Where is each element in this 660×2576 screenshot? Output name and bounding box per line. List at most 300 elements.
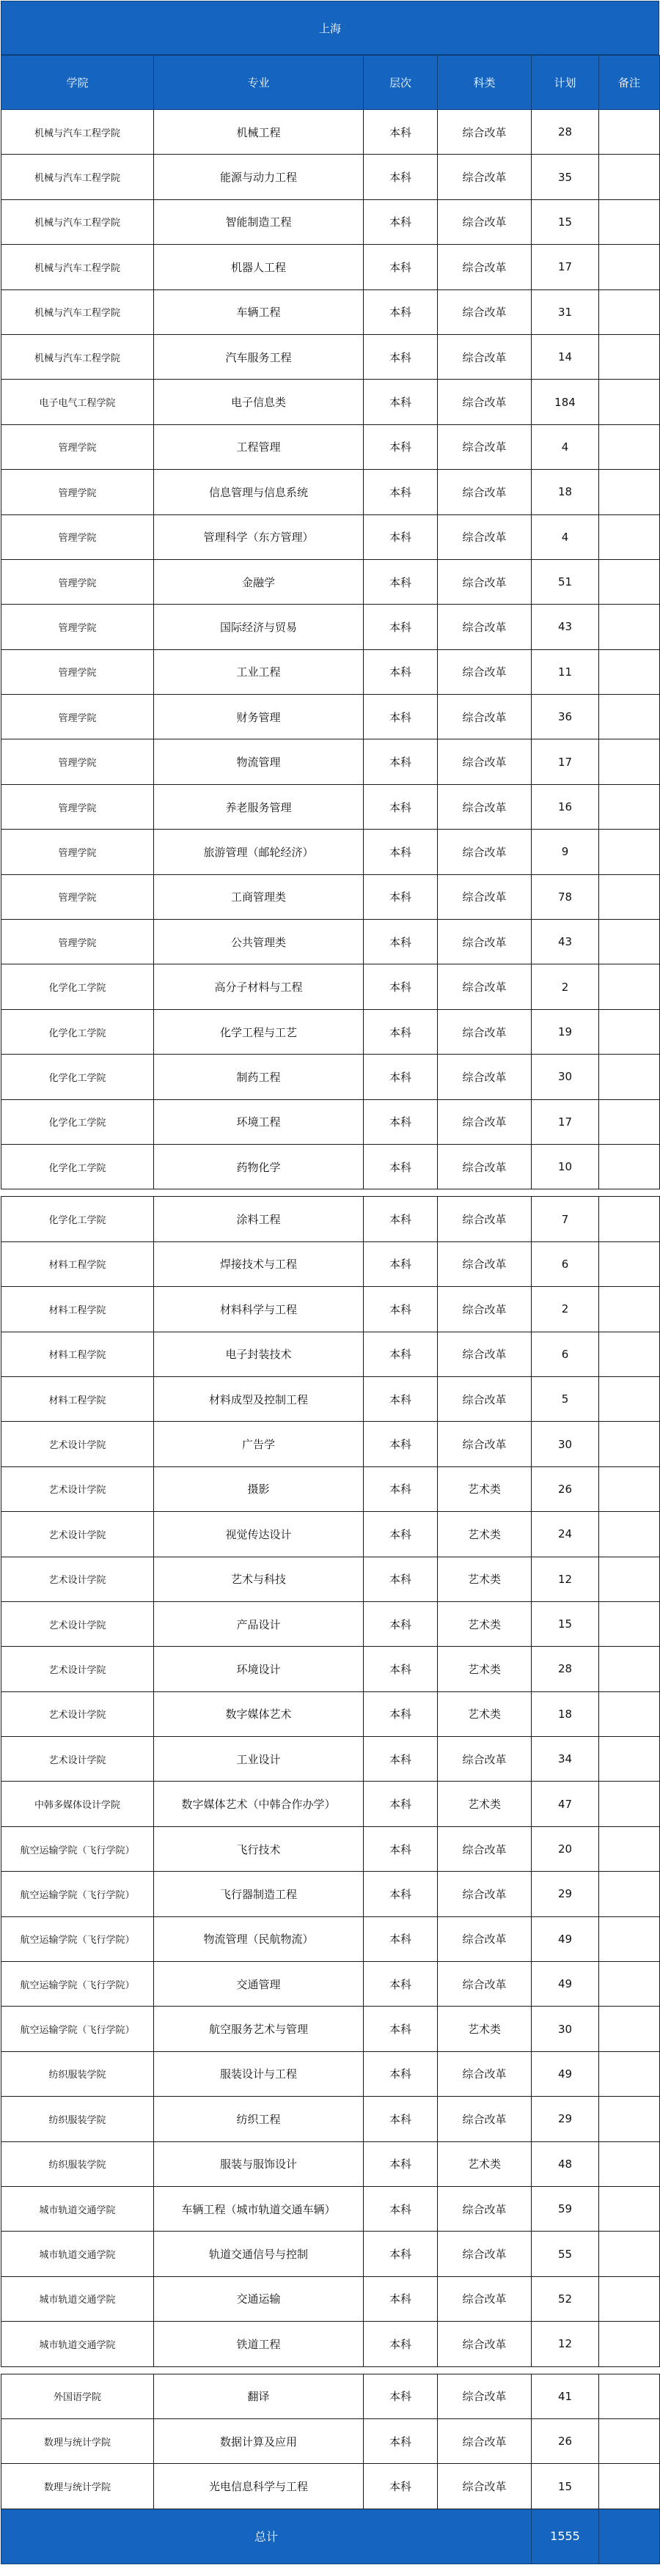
- cell-college: 中韩多媒体设计学院: [1, 1782, 154, 1826]
- table-row: [1, 784, 660, 829]
- table-row: [1, 2374, 660, 2418]
- cell-major: 数据计算及应用: [154, 2418, 364, 2463]
- cell-college: 艺术设计学院: [1, 1647, 154, 1691]
- cell-college: 艺术设计学院: [1, 1466, 154, 1511]
- cell-college: 管理学院: [1, 559, 154, 604]
- header-level: 层次: [364, 56, 438, 110]
- cell-major: 物流管理: [154, 739, 364, 784]
- cell-note: [599, 1557, 660, 1601]
- cell-major: 信息管理与信息系统: [154, 470, 364, 514]
- cell-note: [599, 155, 660, 199]
- cell-category: 综合改革: [438, 1144, 532, 1189]
- table-row: [1, 1601, 660, 1646]
- cell-category: 综合改革: [438, 605, 532, 649]
- cell-college: 材料工程学院: [1, 1332, 154, 1376]
- cell-college: 管理学院: [1, 424, 154, 469]
- table-row: [1, 289, 660, 334]
- cell-plan: 28: [532, 1647, 599, 1691]
- cell-level: 本科: [364, 695, 438, 739]
- cell-level: 本科: [364, 1557, 438, 1601]
- cell-plan: 14: [532, 334, 599, 379]
- cell-plan: 43: [532, 605, 599, 649]
- cell-level: 本科: [364, 1647, 438, 1691]
- section-gap: [1, 1189, 660, 1197]
- cell-college: 管理学院: [1, 605, 154, 649]
- table-row: [1, 334, 660, 379]
- cell-category: 综合改革: [438, 110, 532, 155]
- header-category: 科类: [438, 56, 532, 110]
- cell-major: 制药工程: [154, 1055, 364, 1099]
- cell-category: 综合改革: [438, 1241, 532, 1286]
- cell-major: 工业工程: [154, 649, 364, 694]
- cell-note: [599, 199, 660, 244]
- cell-plan: 52: [532, 2276, 599, 2321]
- cell-category: 综合改革: [438, 649, 532, 694]
- cell-plan: 11: [532, 649, 599, 694]
- cell-college: 艺术设计学院: [1, 1512, 154, 1557]
- cell-note: [599, 2374, 660, 2418]
- cell-plan: 59: [532, 2186, 599, 2231]
- cell-level: 本科: [364, 424, 438, 469]
- cell-plan: 29: [532, 2097, 599, 2141]
- cell-category: 艺术类: [438, 1782, 532, 1826]
- cell-level: 本科: [364, 874, 438, 919]
- table-row: [1, 1512, 660, 1557]
- cell-major: 机器人工程: [154, 245, 364, 289]
- cell-category: 综合改革: [438, 1099, 532, 1144]
- table-row: [1, 1962, 660, 2007]
- table-title: 上海: [1, 1, 659, 55]
- cell-major: 公共管理类: [154, 920, 364, 964]
- table-row: [1, 2186, 660, 2231]
- cell-college: 管理学院: [1, 830, 154, 874]
- cell-plan: 26: [532, 2418, 599, 2463]
- section-gap-cell: [1, 2366, 660, 2374]
- cell-note: [599, 739, 660, 784]
- cell-college: 化学化工学院: [1, 1144, 154, 1189]
- cell-note: [599, 470, 660, 514]
- cell-major: 交通管理: [154, 1962, 364, 2007]
- cell-college: 材料工程学院: [1, 1376, 154, 1421]
- cell-major: 旅游管理（邮轮经济）: [154, 830, 364, 874]
- cell-note: [599, 2322, 660, 2366]
- cell-major: 电子封装技术: [154, 1332, 364, 1376]
- cell-category: 综合改革: [438, 874, 532, 919]
- cell-level: 本科: [364, 334, 438, 379]
- cell-level: 本科: [364, 2374, 438, 2418]
- cell-category: 综合改革: [438, 2374, 532, 2418]
- cell-plan: 15: [532, 2464, 599, 2509]
- cell-note: [599, 649, 660, 694]
- cell-plan: 15: [532, 199, 599, 244]
- cell-major: 环境工程: [154, 1099, 364, 1144]
- total-value: 1555: [532, 2509, 599, 2564]
- cell-college: 航空运输学院（飞行学院）: [1, 1962, 154, 2007]
- cell-level: 本科: [364, 1512, 438, 1557]
- cell-category: 综合改革: [438, 2276, 532, 2321]
- cell-major: 广告学: [154, 1422, 364, 1466]
- cell-category: 艺术类: [438, 1691, 532, 1736]
- cell-level: 本科: [364, 1962, 438, 2007]
- cell-category: 综合改革: [438, 559, 532, 604]
- cell-note: [599, 1197, 660, 1241]
- cell-category: 综合改革: [438, 2418, 532, 2463]
- cell-plan: 36: [532, 695, 599, 739]
- table-row: [1, 1197, 660, 1241]
- cell-note: [599, 830, 660, 874]
- cell-major: 产品设计: [154, 1601, 364, 1646]
- cell-level: 本科: [364, 1466, 438, 1511]
- cell-note: [599, 1512, 660, 1557]
- header-college: 学院: [1, 56, 154, 110]
- table-row: [1, 110, 660, 155]
- cell-college: 纺织服装学院: [1, 2097, 154, 2141]
- cell-level: 本科: [364, 1287, 438, 1332]
- cell-major: 数字媒体艺术（中韩合作办学）: [154, 1782, 364, 1826]
- total-note: [599, 2509, 660, 2564]
- cell-college: 管理学院: [1, 920, 154, 964]
- cell-category: 艺术类: [438, 1512, 532, 1557]
- cell-level: 本科: [364, 155, 438, 199]
- cell-major: 财务管理: [154, 695, 364, 739]
- cell-college: 化学化工学院: [1, 1055, 154, 1099]
- cell-plan: 6: [532, 1241, 599, 1286]
- cell-level: 本科: [364, 470, 438, 514]
- table-row: [1, 1691, 660, 1736]
- cell-category: 艺术类: [438, 2141, 532, 2186]
- cell-category: 综合改革: [438, 1422, 532, 1466]
- cell-category: 综合改革: [438, 199, 532, 244]
- cell-major: 服装设计与工程: [154, 2051, 364, 2096]
- cell-note: [599, 424, 660, 469]
- cell-note: [599, 1144, 660, 1189]
- cell-major: 艺术与科技: [154, 1557, 364, 1601]
- cell-plan: 47: [532, 1782, 599, 1826]
- cell-note: [599, 2186, 660, 2231]
- cell-college: 管理学院: [1, 739, 154, 784]
- header-note: 备注: [599, 56, 660, 110]
- cell-college: 材料工程学院: [1, 1241, 154, 1286]
- cell-category: 综合改革: [438, 784, 532, 829]
- cell-college: 管理学院: [1, 695, 154, 739]
- cell-category: 艺术类: [438, 1601, 532, 1646]
- cell-note: [599, 1055, 660, 1099]
- cell-plan: 17: [532, 1099, 599, 1144]
- cell-category: 艺术类: [438, 1466, 532, 1511]
- table-row: [1, 424, 660, 469]
- cell-category: 综合改革: [438, 1287, 532, 1332]
- cell-level: 本科: [364, 289, 438, 334]
- cell-major: 轨道交通信号与控制: [154, 2232, 364, 2276]
- cell-college: 管理学院: [1, 514, 154, 559]
- cell-plan: 184: [532, 380, 599, 424]
- cell-plan: 19: [532, 1009, 599, 1054]
- cell-level: 本科: [364, 784, 438, 829]
- cell-plan: 49: [532, 2051, 599, 2096]
- cell-major: 飞行技术: [154, 1826, 364, 1871]
- table-row: [1, 1826, 660, 1871]
- table-row: [1, 1099, 660, 1144]
- cell-category: 综合改革: [438, 289, 532, 334]
- cell-plan: 51: [532, 559, 599, 604]
- cell-plan: 2: [532, 1287, 599, 1332]
- table-row: [1, 514, 660, 559]
- cell-note: [599, 1691, 660, 1736]
- cell-category: 综合改革: [438, 2186, 532, 2231]
- cell-category: 综合改革: [438, 964, 532, 1009]
- cell-plan: 4: [532, 424, 599, 469]
- cell-major: 药物化学: [154, 1144, 364, 1189]
- cell-level: 本科: [364, 2051, 438, 2096]
- cell-college: 机械与汽车工程学院: [1, 334, 154, 379]
- cell-college: 机械与汽车工程学院: [1, 289, 154, 334]
- cell-plan: 17: [532, 245, 599, 289]
- cell-level: 本科: [364, 1332, 438, 1376]
- cell-major: 航空服务艺术与管理: [154, 2007, 364, 2051]
- cell-college: 化学化工学院: [1, 1099, 154, 1144]
- table-row: [1, 739, 660, 784]
- cell-major: 纺织工程: [154, 2097, 364, 2141]
- cell-major: 化学工程与工艺: [154, 1009, 364, 1054]
- table-row: [1, 470, 660, 514]
- cell-level: 本科: [364, 1691, 438, 1736]
- table-row: [1, 1737, 660, 1782]
- cell-level: 本科: [364, 110, 438, 155]
- cell-major: 工程管理: [154, 424, 364, 469]
- cell-college: 城市轨道交通学院: [1, 2232, 154, 2276]
- cell-note: [599, 2418, 660, 2463]
- total-row: [1, 2509, 660, 2564]
- cell-major: 交通运输: [154, 2276, 364, 2321]
- cell-note: [599, 1241, 660, 1286]
- cell-note: [599, 2232, 660, 2276]
- cell-note: [599, 289, 660, 334]
- cell-college: 艺术设计学院: [1, 1601, 154, 1646]
- table-row: [1, 1916, 660, 1961]
- cell-plan: 49: [532, 1916, 599, 1961]
- cell-plan: 30: [532, 2007, 599, 2051]
- cell-note: [599, 1962, 660, 2007]
- cell-category: 综合改革: [438, 695, 532, 739]
- cell-note: [599, 1099, 660, 1144]
- cell-college: 艺术设计学院: [1, 1557, 154, 1601]
- cell-plan: 41: [532, 2374, 599, 2418]
- cell-note: [599, 1009, 660, 1054]
- cell-note: [599, 1737, 660, 1782]
- cell-category: 艺术类: [438, 2007, 532, 2051]
- cell-major: 翻译: [154, 2374, 364, 2418]
- cell-level: 本科: [364, 605, 438, 649]
- cell-college: 城市轨道交通学院: [1, 2186, 154, 2231]
- cell-major: 金融学: [154, 559, 364, 604]
- cell-plan: 43: [532, 920, 599, 964]
- cell-major: 国际经济与贸易: [154, 605, 364, 649]
- table-row: [1, 2322, 660, 2366]
- cell-note: [599, 1376, 660, 1421]
- cell-level: 本科: [364, 2464, 438, 2509]
- cell-note: [599, 920, 660, 964]
- cell-category: 综合改革: [438, 830, 532, 874]
- cell-note: [599, 380, 660, 424]
- cell-plan: 17: [532, 739, 599, 784]
- cell-plan: 6: [532, 1332, 599, 1376]
- table-row: [1, 1872, 660, 1916]
- cell-category: 综合改革: [438, 1197, 532, 1241]
- cell-college: 机械与汽车工程学院: [1, 110, 154, 155]
- cell-college: 纺织服装学院: [1, 2141, 154, 2186]
- cell-major: 材料科学与工程: [154, 1287, 364, 1332]
- cell-category: 综合改革: [438, 2051, 532, 2096]
- cell-plan: 31: [532, 289, 599, 334]
- table-row: [1, 695, 660, 739]
- cell-plan: 26: [532, 1466, 599, 1511]
- cell-note: [599, 1601, 660, 1646]
- cell-major: 环境设计: [154, 1647, 364, 1691]
- cell-note: [599, 2276, 660, 2321]
- table-row: [1, 1241, 660, 1286]
- cell-category: 综合改革: [438, 739, 532, 784]
- cell-category: 艺术类: [438, 1647, 532, 1691]
- cell-plan: 49: [532, 1962, 599, 2007]
- cell-level: 本科: [364, 1099, 438, 1144]
- table-row: [1, 380, 660, 424]
- cell-category: 综合改革: [438, 424, 532, 469]
- cell-plan: 48: [532, 2141, 599, 2186]
- cell-college: 城市轨道交通学院: [1, 2276, 154, 2321]
- cell-level: 本科: [364, 514, 438, 559]
- cell-college: 艺术设计学院: [1, 1737, 154, 1782]
- cell-college: 航空运输学院（飞行学院）: [1, 1916, 154, 1961]
- cell-college: 化学化工学院: [1, 964, 154, 1009]
- cell-level: 本科: [364, 2097, 438, 2141]
- table-row: [1, 199, 660, 244]
- table-row: [1, 245, 660, 289]
- cell-note: [599, 2141, 660, 2186]
- cell-college: 航空运输学院（飞行学院）: [1, 1872, 154, 1916]
- cell-category: 综合改革: [438, 1916, 532, 1961]
- cell-level: 本科: [364, 1826, 438, 1871]
- cell-plan: 28: [532, 110, 599, 155]
- cell-level: 本科: [364, 920, 438, 964]
- cell-plan: 10: [532, 1144, 599, 1189]
- table-row: [1, 2097, 660, 2141]
- cell-plan: 30: [532, 1422, 599, 1466]
- cell-note: [599, 1332, 660, 1376]
- cell-level: 本科: [364, 245, 438, 289]
- cell-category: 综合改革: [438, 155, 532, 199]
- cell-college: 纺织服装学院: [1, 2051, 154, 2096]
- cell-category: 综合改革: [438, 2232, 532, 2276]
- cell-level: 本科: [364, 559, 438, 604]
- cell-plan: 20: [532, 1826, 599, 1871]
- header-plan: 计划: [532, 56, 599, 110]
- cell-category: 综合改革: [438, 1826, 532, 1871]
- section-gap: [1, 2366, 660, 2374]
- cell-category: 综合改革: [438, 1055, 532, 1099]
- table-row: [1, 649, 660, 694]
- cell-level: 本科: [364, 2186, 438, 2231]
- cell-note: [599, 514, 660, 559]
- cell-note: [599, 1826, 660, 1871]
- cell-level: 本科: [364, 1782, 438, 1826]
- cell-college: 化学化工学院: [1, 1197, 154, 1241]
- cell-note: [599, 1872, 660, 1916]
- cell-category: 综合改革: [438, 514, 532, 559]
- cell-category: 综合改革: [438, 334, 532, 379]
- cell-level: 本科: [364, 380, 438, 424]
- cell-college: 数理与统计学院: [1, 2418, 154, 2463]
- cell-level: 本科: [364, 2007, 438, 2051]
- table-row: [1, 1782, 660, 1826]
- cell-college: 航空运输学院（飞行学院）: [1, 1826, 154, 1871]
- cell-note: [599, 1422, 660, 1466]
- table-row: [1, 830, 660, 874]
- cell-college: 艺术设计学院: [1, 1422, 154, 1466]
- enrollment-plan-sheet: [1, 1, 659, 2575]
- cell-plan: 12: [532, 1557, 599, 1601]
- cell-note: [599, 559, 660, 604]
- section-gap-cell: [1, 1189, 660, 1197]
- cell-note: [599, 245, 660, 289]
- cell-level: 本科: [364, 1422, 438, 1466]
- cell-note: [599, 1782, 660, 1826]
- cell-college: 机械与汽车工程学院: [1, 199, 154, 244]
- cell-plan: 34: [532, 1737, 599, 1782]
- cell-level: 本科: [364, 1872, 438, 1916]
- table-row: [1, 1055, 660, 1099]
- cell-category: 综合改革: [438, 470, 532, 514]
- table-row: [1, 2232, 660, 2276]
- cell-plan: 78: [532, 874, 599, 919]
- cell-note: [599, 784, 660, 829]
- cell-major: 电子信息类: [154, 380, 364, 424]
- cell-note: [599, 964, 660, 1009]
- cell-level: 本科: [364, 1055, 438, 1099]
- table-row: [1, 2051, 660, 2096]
- cell-college: 管理学院: [1, 649, 154, 694]
- cell-category: 综合改革: [438, 1332, 532, 1376]
- cell-plan: 55: [532, 2232, 599, 2276]
- cell-level: 本科: [364, 1197, 438, 1241]
- table-row: [1, 155, 660, 199]
- cell-plan: 16: [532, 784, 599, 829]
- cell-note: [599, 2051, 660, 2096]
- cell-college: 城市轨道交通学院: [1, 2322, 154, 2366]
- cell-college: 艺术设计学院: [1, 1691, 154, 1736]
- cell-level: 本科: [364, 1737, 438, 1782]
- cell-note: [599, 1647, 660, 1691]
- cell-note: [599, 695, 660, 739]
- table-row: [1, 2276, 660, 2321]
- cell-plan: 15: [532, 1601, 599, 1646]
- cell-major: 飞行器制造工程: [154, 1872, 364, 1916]
- cell-plan: 30: [532, 1055, 599, 1099]
- cell-level: 本科: [364, 1601, 438, 1646]
- cell-major: 汽车服务工程: [154, 334, 364, 379]
- cell-college: 电子电气工程学院: [1, 380, 154, 424]
- cell-college: 管理学院: [1, 470, 154, 514]
- cell-level: 本科: [364, 1009, 438, 1054]
- cell-level: 本科: [364, 2276, 438, 2321]
- cell-major: 数字媒体艺术: [154, 1691, 364, 1736]
- cell-level: 本科: [364, 739, 438, 784]
- header-major: 专业: [154, 56, 364, 110]
- cell-plan: 29: [532, 1872, 599, 1916]
- table-row: [1, 2418, 660, 2463]
- cell-major: 高分子材料与工程: [154, 964, 364, 1009]
- table-row: [1, 2141, 660, 2186]
- cell-note: [599, 110, 660, 155]
